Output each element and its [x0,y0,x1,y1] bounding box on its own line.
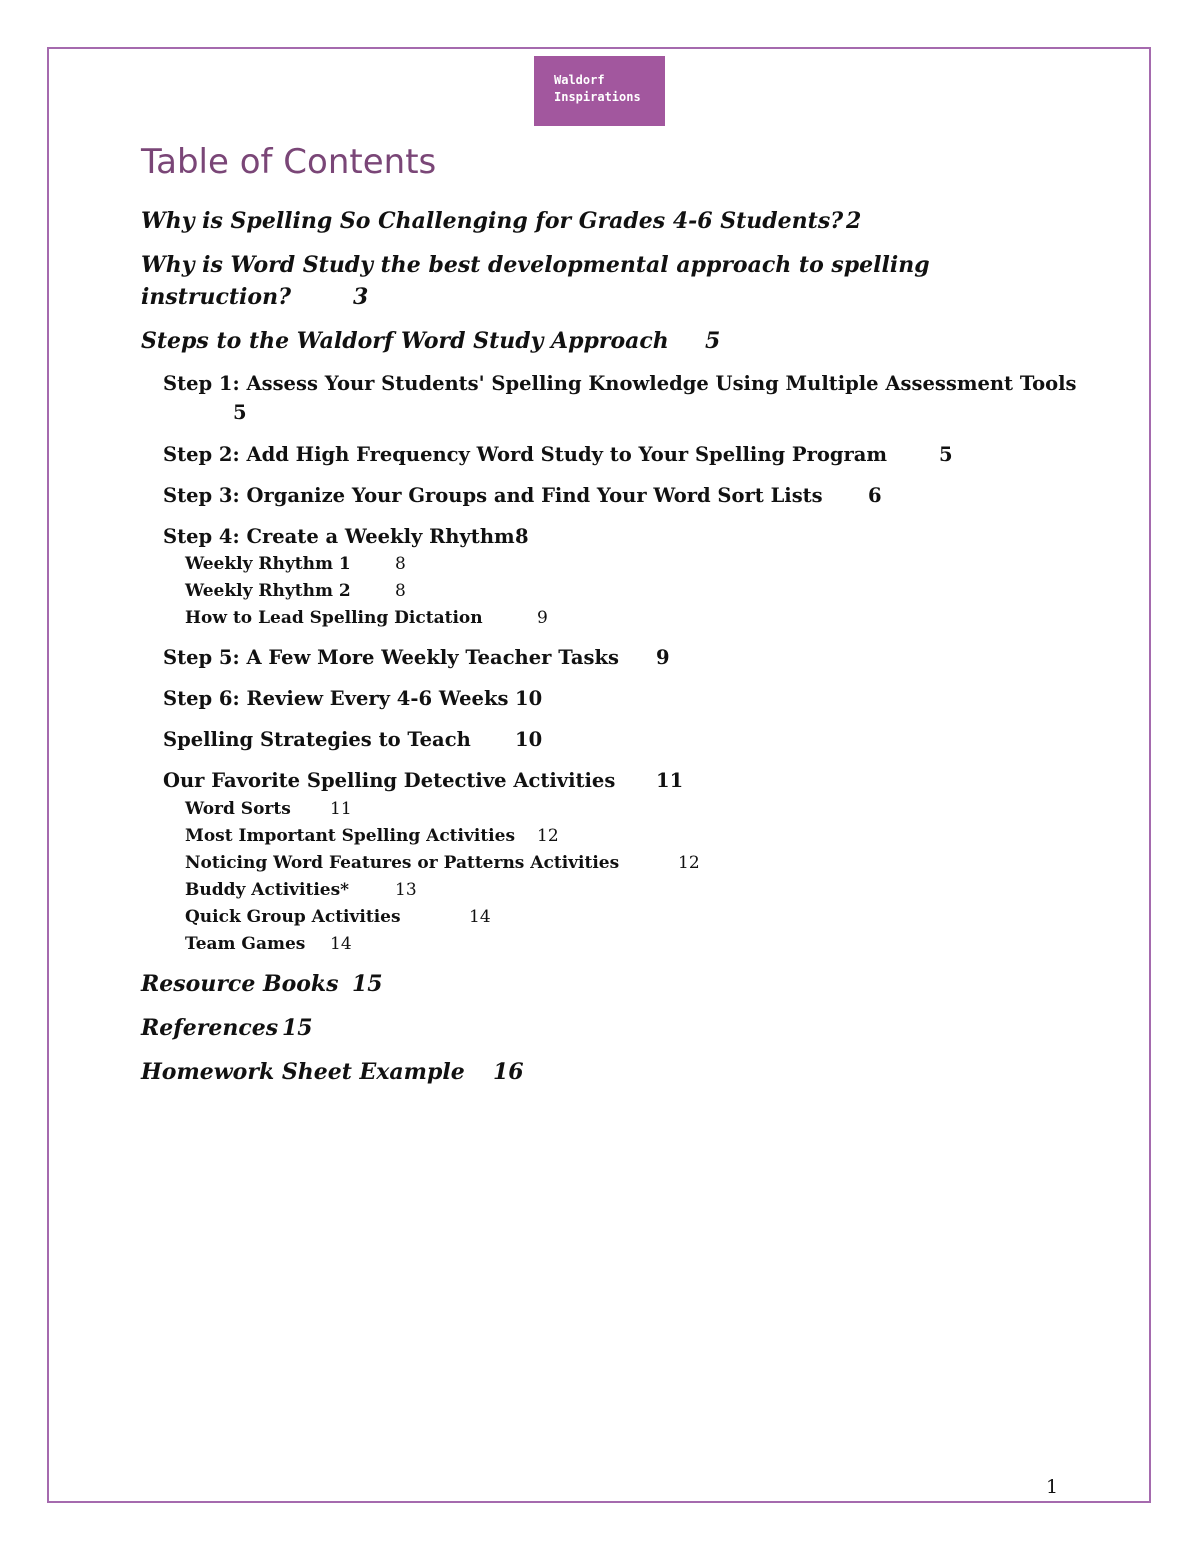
toc-entry-text: Homework Sheet Example [141,1059,465,1085]
toc-entry-buddy-activities[interactable] [185,877,417,904]
toc-entry-page: 5 [233,401,247,424]
toc-entry-text: Weekly Rhythm 1 [185,554,351,574]
toc-entry-page: 12 [537,826,559,846]
toc-entry-text: Step 6: Review Every 4-6 Weeks [163,687,509,710]
toc-entry-page: 8 [515,525,529,548]
logo-line-2: Inspirations [554,90,641,104]
toc-entry-word-sorts[interactable] [185,796,352,823]
toc-entry-text: Buddy Activities* [185,880,350,900]
toc-entry-most-important-activities[interactable] [185,823,559,850]
toc-entry-page: 8 [395,554,406,574]
toc-entry-page: 11 [330,799,352,819]
toc-entry-references[interactable] [141,1012,313,1044]
toc-entry-step-1[interactable] [163,369,1077,429]
toc-entry-step-2[interactable] [163,440,953,469]
toc-entry-page: 8 [395,581,406,601]
toc-entry-text: Word Sorts [185,799,291,819]
toc-entry-spelling-strategies[interactable] [163,725,543,754]
toc-entry-page: 5 [705,328,721,354]
toc-entry-text: Why is Spelling So Challenging for Grades 4-6 Students? [141,208,844,234]
toc-entry-homework-sheet[interactable] [141,1056,524,1088]
toc-entry-step-6[interactable] [163,684,543,713]
toc-entry-text: Step 5: A Few More Weekly Teacher Tasks [163,646,619,669]
toc-entry-step-5[interactable] [163,643,670,672]
page-number: 1 [1046,1476,1059,1498]
toc-entry-spelling-challenging[interactable] [141,205,862,237]
toc-entry-page: 12 [678,853,700,873]
toc-entry-team-games[interactable] [185,931,352,958]
toc-entry-text-line-1: Why is Word Study the best developmental approach to spelling [141,252,930,278]
toc-entry-quick-group-activities[interactable] [185,904,491,931]
toc-entry-text: Resource Books [141,971,339,997]
toc-entry-text: Step 2: Add High Frequency Word Study to Your Spelling Program [163,443,888,466]
toc-entry-page: 9 [656,646,670,669]
toc-entry-page: 16 [493,1059,524,1085]
toc-entry-page: 2 [846,208,862,234]
toc-entry-step-3[interactable] [163,481,882,510]
toc-entry-weekly-rhythm-2[interactable] [185,578,406,605]
toc-entry-page: 5 [939,443,953,466]
toc-entry-page: 13 [395,880,417,900]
toc-entry-text: Step 3: Organize Your Groups and Find Your Word Sort Lists [163,484,823,507]
toc-entry-text: Quick Group Activities [185,907,401,927]
toc-entry-weekly-rhythm-1[interactable] [185,551,406,578]
toc-entry-text: Most Important Spelling Activities [185,826,516,846]
toc-entry-text: Steps to the Waldorf Word Study Approach [141,328,669,354]
toc-entry-text-line-2: instruction? [141,284,291,310]
toc-entry-text: Noticing Word Features or Patterns Activities [185,853,620,873]
toc-entry-text: Weekly Rhythm 2 [185,581,351,601]
toc-entry-page: 10 [515,687,543,710]
toc-entry-page: 10 [515,728,543,751]
toc-entry-steps-waldorf[interactable] [141,325,721,357]
toc-title: Table of Contents [141,142,437,182]
toc-entry-word-study-best[interactable] [141,249,941,313]
toc-entry-step-4[interactable] [163,522,529,551]
toc-entry-page: 9 [537,608,548,628]
toc-entry-page: 11 [656,769,684,792]
toc-entry-text: Spelling Strategies to Teach [163,728,471,751]
toc-entry-text: Step 4: Create a Weekly Rhythm [163,525,515,548]
toc-entry-page: 14 [330,934,352,954]
toc-entry-text: References [141,1015,279,1041]
toc-entry-page: 14 [469,907,491,927]
toc-entry-text: Team Games [185,934,306,954]
toc-entry-text: Our Favorite Spelling Detective Activities [163,769,616,792]
toc-entry-text: Step 1: Assess Your Students' Spelling Knowledge Using Multiple Assessment Tools [163,372,1077,395]
toc-entry-detective-activities[interactable] [163,766,684,795]
waldorf-inspirations-logo [534,56,665,126]
toc-entry-text: How to Lead Spelling Dictation [185,608,483,628]
toc-entry-resource-books[interactable] [141,968,383,1000]
toc-entry-page: 6 [868,484,882,507]
toc-entry-page: 15 [282,1015,313,1041]
toc-entry-spelling-dictation[interactable] [185,605,548,632]
toc-entry-page: 3 [353,284,369,310]
toc-entry-word-features-activities[interactable] [185,850,700,877]
toc-entry-page: 15 [352,971,383,997]
logo-line-1: Waldorf [554,73,605,87]
